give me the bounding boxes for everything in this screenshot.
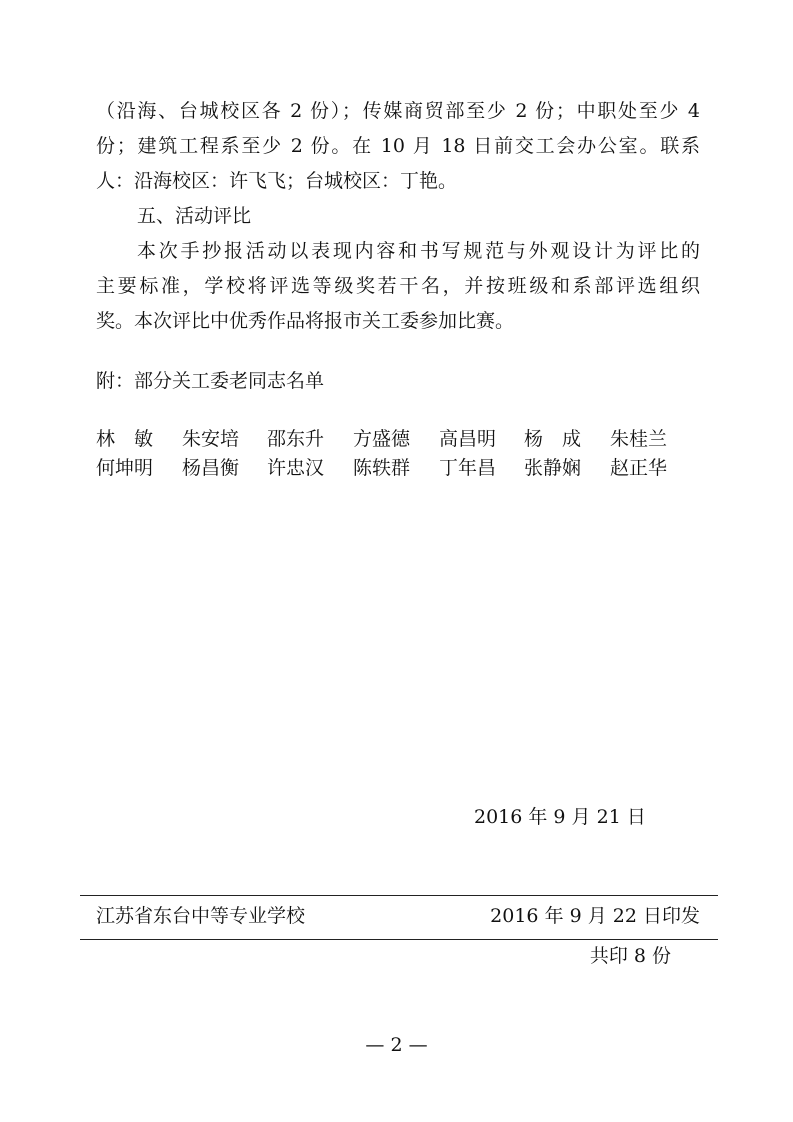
footer-bottom-rule: [80, 939, 718, 940]
footer-top-rule: [80, 895, 718, 896]
appendix-title: 附：部分关工委老同志名单: [96, 370, 325, 392]
name-item: 赵正华: [610, 457, 668, 479]
name-item: 杨 成: [524, 428, 582, 450]
name-item: 高昌明: [439, 428, 497, 450]
name-item: 方盛德: [353, 428, 411, 450]
body-line-1: （沿海、台城校区各 2 份）；传媒商贸部至少 2 份；中职处至少 4: [96, 100, 700, 122]
section-heading-evaluation: 五、活动评比: [137, 205, 252, 227]
name-item: 杨昌衡: [182, 457, 240, 479]
body-line-6: 主要标准，学校将评选等级奖若干名，并按班级和系部评选组织: [96, 275, 700, 297]
name-item: 许忠汉: [267, 457, 325, 479]
issuer-name: 江苏省东台中等专业学校: [96, 905, 306, 927]
names-row-1: [96, 426, 700, 452]
body-line-7: 奖。本次评比中优秀作品将报市关工委参加比赛。: [96, 310, 515, 332]
name-item: 邵东升: [267, 428, 325, 450]
name-item: 陈轶群: [353, 457, 411, 479]
name-item: 林 敏: [96, 428, 154, 450]
body-line-5: 本次手抄报活动以表现内容和书写规范与外观设计为评比的: [137, 240, 700, 262]
copies-count: 共印 8 份: [589, 945, 671, 967]
name-item: 张静娴: [524, 457, 582, 479]
body-line-3: 人：沿海校区：许飞飞；台城校区：丁艳。: [96, 170, 458, 192]
page-number: — 2 —: [365, 1034, 428, 1056]
body-line-2: 份；建筑工程系至少 2 份。在 10 月 18 日前交工会办公室。联系: [96, 135, 700, 157]
name-item: 朱桂兰: [610, 428, 668, 450]
name-item: 朱安培: [182, 428, 240, 450]
name-item: 何坤明: [96, 457, 154, 479]
names-row-2: [96, 455, 700, 481]
name-item: 丁年昌: [439, 457, 497, 479]
issue-date: 2016 年 9 月 22 日印发: [490, 905, 700, 927]
signature-date: 2016 年 9 月 21 日: [474, 806, 646, 828]
